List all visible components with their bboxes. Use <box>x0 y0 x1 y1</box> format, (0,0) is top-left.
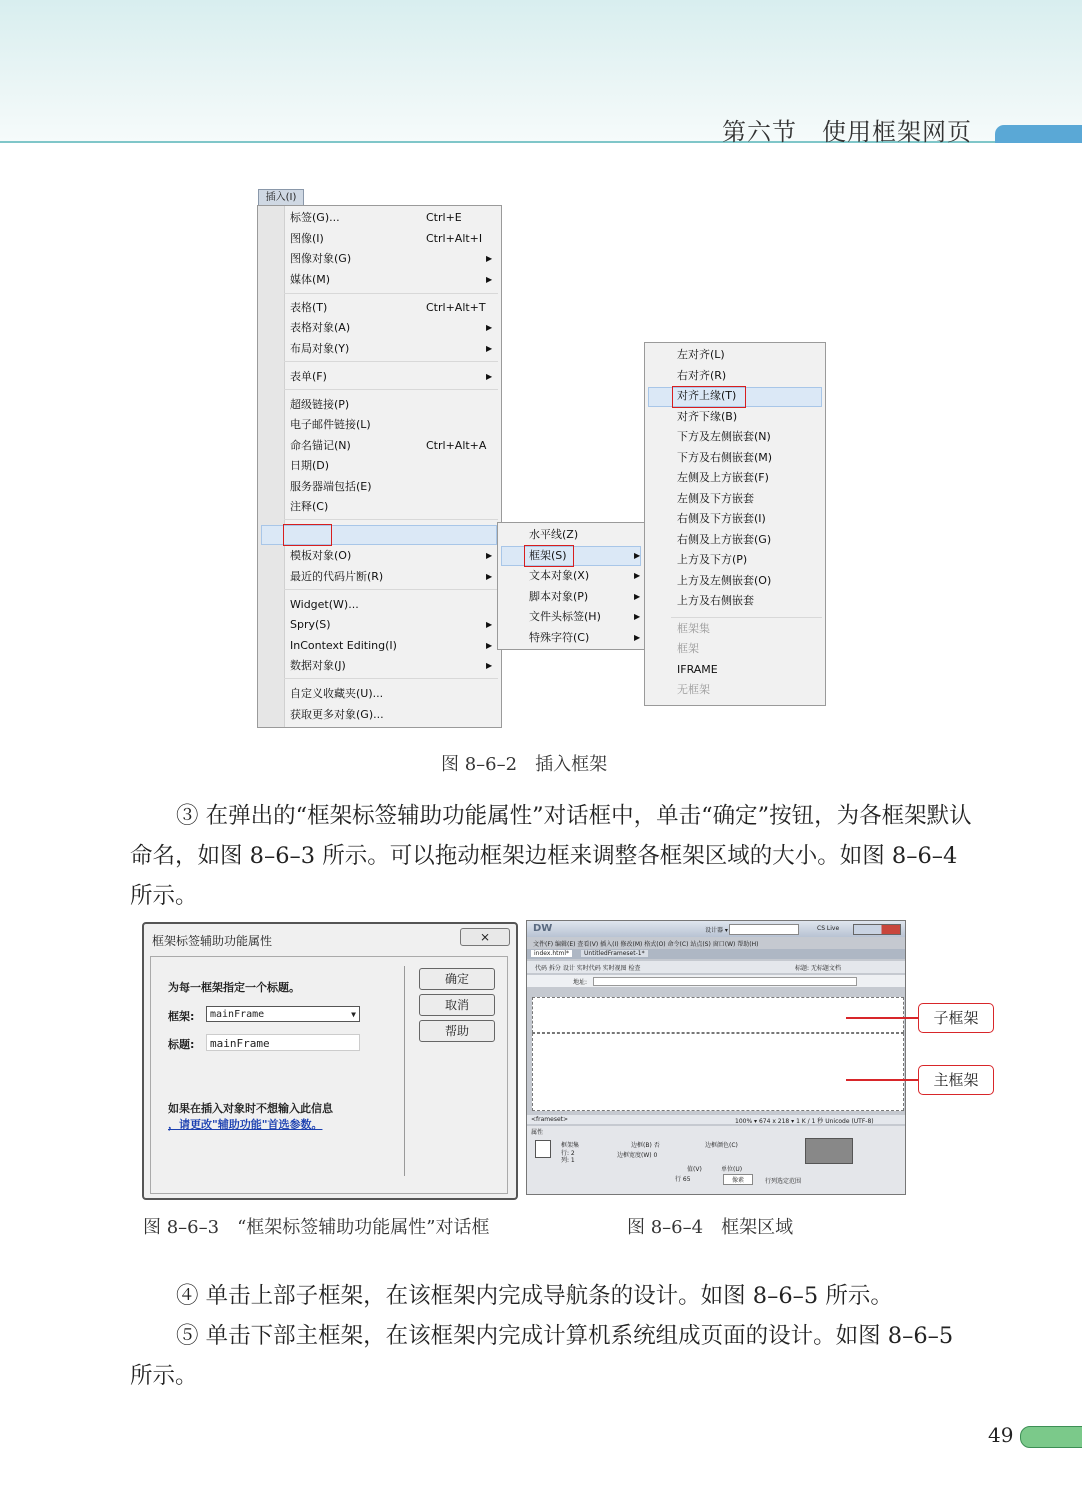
props-unit-value[interactable]: 像素 <box>723 1174 753 1185</box>
dialog-title: 框架标签辅助功能属性 <box>152 934 273 948</box>
sub-frame-leader <box>846 1017 918 1019</box>
menu-separator <box>284 361 498 362</box>
submenu-item[interactable]: 上方及右侧嵌套 <box>677 594 754 607</box>
menu-item[interactable]: Widget(W)... <box>290 598 359 611</box>
menu-shortcut: Ctrl+Alt+T <box>426 301 486 314</box>
ok-button[interactable]: 确定 <box>419 968 495 990</box>
doc-title-field[interactable]: 标题: 无标题文档 <box>795 965 841 972</box>
props-cols: 列: 1 <box>561 1157 575 1164</box>
menu-separator <box>284 589 498 590</box>
designer-dropdown[interactable]: 设计器 ▾ <box>705 927 728 934</box>
submenu-item[interactable]: 特殊字符(C) <box>529 630 590 644</box>
properties-panel <box>527 1126 905 1194</box>
address-label: 地址: <box>573 979 588 986</box>
dw-menubar[interactable]: 文件(F) 编辑(E) 查看(V) 插入(I) 修改(M) 格式(O) 命令(C) 站点(S) 窗口(W) 帮助(H) <box>533 941 759 948</box>
menu-item[interactable]: Spry(S) <box>290 618 331 631</box>
frame-select-value: mainFrame <box>210 1009 265 1020</box>
submenu-item[interactable]: 右侧及上方嵌套(G) <box>677 533 772 546</box>
frame-select[interactable] <box>206 1006 360 1022</box>
figure-caption-8-6-3: 图 8–6–3 “框架标签辅助功能属性”对话框 <box>143 1217 490 1238</box>
menu-item[interactable]: 电子邮件链接(L) <box>290 418 371 431</box>
menu-item[interactable]: 图像(I) <box>290 232 324 245</box>
menu-separator <box>284 678 498 679</box>
menu-item[interactable]: 最近的代码片断(R) <box>290 570 384 583</box>
menu-item[interactable]: 图像对象(G) <box>290 252 352 265</box>
menu-separator <box>284 389 498 390</box>
dw-doc-tabs <box>527 949 905 959</box>
menu-item[interactable]: InContext Editing(I) <box>290 639 397 652</box>
tab-frameset[interactable]: UntitledFrameset-1* <box>581 950 648 957</box>
paragraph-step-3: ③ 在弹出的“框架标签辅助功能属性”对话框中，单击“确定”按钮，为各框架默认命名，如图 8–6–3 所示。可以拖动框架边框来调整各框架区域的大小。如图 8–6–4 所示。 <box>130 803 972 909</box>
menu-item[interactable]: 表格对象(A) <box>290 321 351 334</box>
menu-item[interactable]: 命名锚记(N) <box>290 439 351 452</box>
close-icon: ⨯ <box>479 930 491 944</box>
submenu-arrow-icon: ▶ <box>634 571 641 580</box>
submenu-item[interactable]: 上方及左侧嵌套(O) <box>677 574 772 587</box>
submenu-item[interactable]: 框架(S) <box>529 548 567 562</box>
props-border-width[interactable]: 边框宽度(W) 0 <box>617 1152 658 1159</box>
submenu-arrow-icon: ▶ <box>634 632 641 642</box>
row-col-selector[interactable] <box>805 1138 853 1164</box>
header-tab-decoration <box>995 125 1082 143</box>
submenu-arrow-icon: ▶ <box>486 254 493 263</box>
submenu-item[interactable]: 左侧及上方嵌套(F) <box>677 471 769 484</box>
properties-title: 属性 <box>531 1129 544 1136</box>
submenu-item[interactable]: 下方及右侧嵌套(M) <box>677 451 773 464</box>
submenu-arrow-icon: ▶ <box>634 591 641 601</box>
highlight-box-align-top <box>672 386 746 408</box>
submenu-item[interactable]: 对齐上缘(T) <box>677 389 737 402</box>
address-input[interactable] <box>593 977 857 986</box>
menu-icon-gutter <box>258 206 285 727</box>
menu-item[interactable]: 获取更多对象(G)... <box>290 708 384 721</box>
dialog-divider <box>404 966 405 1176</box>
submenu-arrow-icon: ▶ <box>486 275 493 284</box>
submenu-arrow-icon: ▶ <box>486 344 493 353</box>
submenu-item[interactable]: 框架 <box>677 642 699 655</box>
frameset-icon <box>535 1140 551 1158</box>
menu-separator <box>284 519 498 520</box>
highlight-box-frame <box>524 545 574 567</box>
title-label: 标题: <box>168 1038 195 1051</box>
props-border-color[interactable]: 边框颜色(C) <box>705 1142 738 1149</box>
submenu-item[interactable]: 左侧及下方嵌套 <box>677 492 754 505</box>
props-selection: 行列选定范围 <box>765 1178 802 1185</box>
submenu-item[interactable]: 无框架 <box>677 683 710 696</box>
menu-item[interactable]: 注释(C) <box>290 500 329 513</box>
submenu-item[interactable]: 右对齐(R) <box>677 369 727 382</box>
tab-index-html[interactable]: index.html* <box>531 950 572 957</box>
submenu-arrow-icon: ▶ <box>486 572 493 581</box>
menu-shortcut: Ctrl+Alt+I <box>426 232 483 245</box>
submenu-item[interactable]: 文件头标签(H) <box>529 610 601 623</box>
frame-submenu <box>644 342 826 706</box>
submenu-item[interactable]: 对齐下缘(B) <box>677 410 738 423</box>
menu-separator <box>671 617 822 618</box>
submenu-arrow-icon: ▶ <box>486 323 493 332</box>
submenu-arrow-icon: ▶ <box>634 550 641 560</box>
dialog-close-button[interactable] <box>460 928 510 946</box>
chevron-down-icon: ▼ <box>351 1010 356 1019</box>
dw-address-bar <box>527 975 905 987</box>
help-button[interactable]: 帮助 <box>419 1020 495 1042</box>
frame-label: 框架: <box>168 1010 195 1023</box>
paragraph-step-5: ⑤ 单击下部主框架，在该框架内完成计算机系统组成页面的设计。如图 8–6–5 所示。 <box>130 1323 954 1389</box>
menu-shortcut: Ctrl+Alt+A <box>426 439 487 452</box>
submenu-item[interactable]: 上方及下方(P) <box>677 553 748 566</box>
sub-frame-area[interactable] <box>532 997 904 1033</box>
page-number-tab <box>1020 1426 1082 1448</box>
submenu-item[interactable]: 脚本对象(P) <box>529 589 589 603</box>
submenu-item[interactable]: 框架集 <box>677 622 710 635</box>
submenu-arrow-icon: ▶ <box>486 372 493 381</box>
submenu-item[interactable]: 水平线(Z) <box>529 528 579 541</box>
main-frame-leader <box>846 1079 918 1081</box>
dialog-note: 如果在插入对象时不想输入此信息 <box>168 1102 333 1115</box>
dw-search-box[interactable] <box>729 924 799 935</box>
menu-item[interactable]: 服务器端包括(E) <box>290 480 372 493</box>
dw-logo: DW <box>533 923 553 934</box>
main-frame-callout: 主框架 <box>918 1065 994 1095</box>
submenu-item[interactable]: 下方及左侧嵌套(N) <box>677 430 771 443</box>
sub-frame-callout: 子框架 <box>918 1003 994 1033</box>
props-row-value[interactable]: 行 65 <box>675 1176 691 1183</box>
highlight-box-html <box>283 524 332 546</box>
menu-item[interactable]: 布局对象(Y) <box>290 342 350 355</box>
main-frame-area[interactable] <box>532 1033 904 1111</box>
dialog-prompt: 为每一框架指定一个标题。 <box>168 981 300 994</box>
menu-item[interactable]: 媒体(M) <box>290 273 331 286</box>
submenu-item[interactable]: 左对齐(L) <box>677 348 725 361</box>
dw-toolbar <box>527 961 905 973</box>
menu-item[interactable]: 自定义收藏夹(U)... <box>290 687 384 700</box>
submenu-arrow-icon: ▶ <box>486 551 493 560</box>
cancel-button[interactable]: 取消 <box>419 994 495 1016</box>
props-frameset-label: 框架集 <box>561 1142 580 1149</box>
submenu-item[interactable]: IFRAME <box>677 663 718 676</box>
menu-item[interactable]: 模板对象(O) <box>290 549 352 562</box>
submenu-arrow-icon: ▶ <box>486 661 493 670</box>
preferences-link[interactable]: ，请更改"辅助功能"首选参数。 <box>168 1118 323 1131</box>
title-input-value: mainFrame <box>210 1037 270 1050</box>
status-info: 100% ▾ 674 x 218 ▾ 1 K / 1 秒 Unicode (UTF-8) <box>735 1118 874 1125</box>
page-number: 49 <box>988 1423 1014 1447</box>
menu-item[interactable]: 数据对象(J) <box>290 659 346 672</box>
section-title: 第六节 使用框架网页 <box>722 118 972 146</box>
menu-item[interactable]: 表格(T) <box>290 301 328 314</box>
figure-caption-8-6-4: 图 8–6–4 框架区域 <box>627 1217 794 1238</box>
submenu-item[interactable]: 右侧及下方嵌套(I) <box>677 512 766 525</box>
dw-status-bar <box>527 1115 905 1124</box>
title-input[interactable] <box>206 1034 360 1051</box>
props-border[interactable]: 边框(B) 否 <box>631 1142 660 1149</box>
submenu-arrow-icon: ▶ <box>486 620 493 629</box>
dreamweaver-screenshot <box>526 920 906 1195</box>
paragraph-step-4: ④ 单击上部子框架，在该框架内完成导航条的设计。如图 8–6–5 所示。 <box>176 1283 893 1309</box>
submenu-item[interactable]: 文本对象(X) <box>529 569 590 582</box>
menu-item[interactable]: 表单(F) <box>290 370 327 383</box>
menu-shortcut: Ctrl+E <box>426 211 462 224</box>
figure-caption-8-6-2: 图 8–6–2 插入框架 <box>441 754 608 775</box>
cslive-label[interactable]: CS Live <box>817 925 840 932</box>
submenu-arrow-icon: ▶ <box>634 612 641 621</box>
status-tag[interactable]: <frameset> <box>531 1116 569 1123</box>
props-unit-label: 单位(U) <box>721 1166 743 1173</box>
menu-item[interactable]: 超级链接(P) <box>290 398 350 411</box>
menu-separator <box>284 293 498 294</box>
menu-item[interactable]: 日期(D) <box>290 459 330 472</box>
frame-accessibility-dialog <box>142 922 518 1200</box>
insert-menu <box>257 205 502 728</box>
dw-titlebar <box>527 921 905 937</box>
props-rows: 行: 2 <box>561 1150 575 1157</box>
html-submenu <box>497 522 645 650</box>
menu-item[interactable]: 标签(G)... <box>290 211 340 224</box>
submenu-arrow-icon: ▶ <box>486 641 493 650</box>
window-controls[interactable] <box>853 924 901 935</box>
props-value-label: 值(V) <box>687 1166 702 1173</box>
view-buttons[interactable]: 代码 拆分 设计 实时代码 实时视图 检查 <box>535 965 641 972</box>
menu-bar-label[interactable]: 插入(I) <box>258 189 304 206</box>
